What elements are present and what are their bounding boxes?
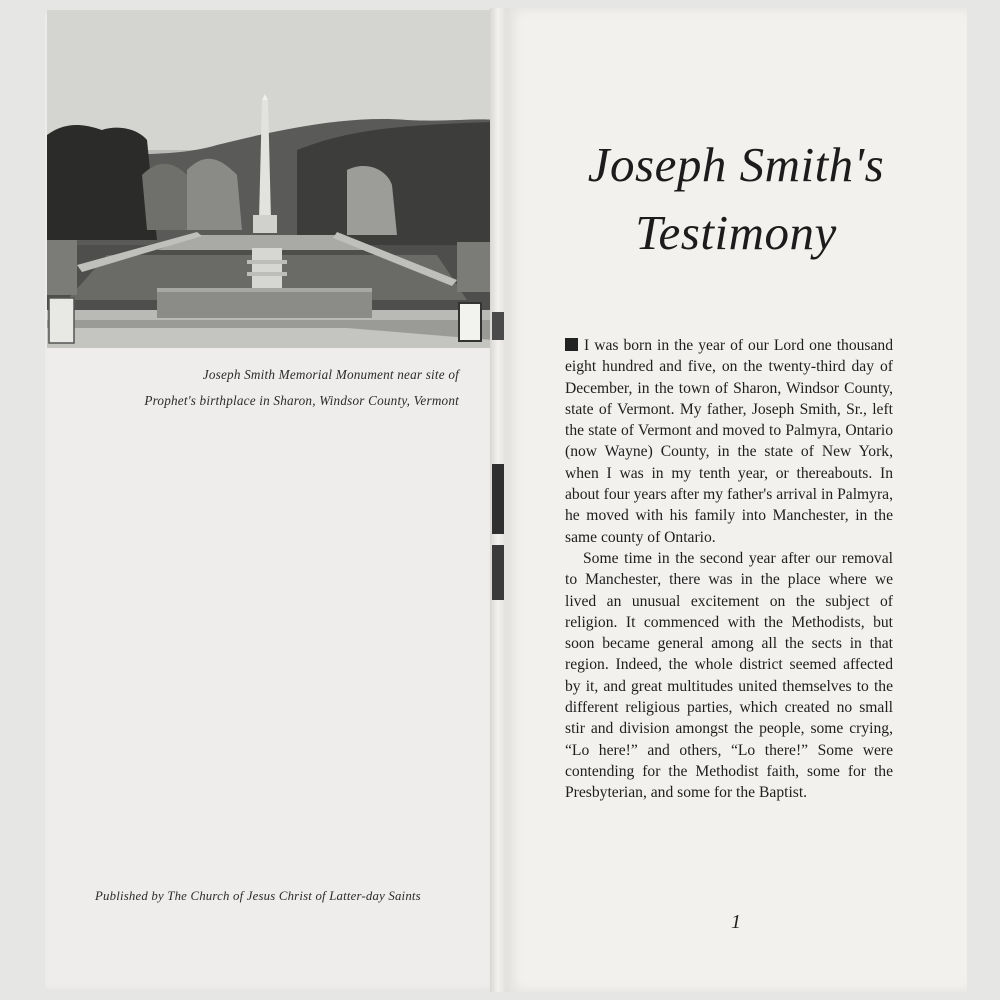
spine-shadow-strip [492, 464, 504, 534]
right-page [505, 8, 967, 992]
page-title-line-2: Testimony [635, 205, 837, 260]
paragraph-1-text: I was born in the year of our Lord one thousand eight hundred and five, on the twenty-third day of December, in the town of Sharon, Windsor County, state of Vermont. My father, Joseph Smith, Sr., left the state of Vermont and moved to Palmyra, Ontario (now Wayne) County, in the state of New York, when I was in my tenth year, or thereabouts. In about four years after my father's arrival in Palmyra, he moved with his family into Manchester, in the same county of Ontario. [565, 337, 893, 546]
photo-caption-line-2: Prophet's birthplace in Sharon, Windsor County, Vermont [144, 393, 459, 408]
page-title-line-1: Joseph Smith's [587, 137, 885, 192]
publisher-credit: Published by The Church of Jesus Christ of Latter-day Saints [95, 889, 421, 903]
paragraph-2: Some time in the second year after our removal to Manchester, there was in the place where we lived an unusual excitement on the subject of religion. It commenced with the Methodists, but soon became general among all the sects in that region. Indeed, the whole district seemed affected by it, and great multitudes united themselves to the different religious parties, which created no small stir and division amongst the people, some crying, “Lo here!” and others, “Lo there!” Some were contending for the Methodist faith, some for the Presbyterian, and some for the Baptist. [565, 549, 893, 802]
photo-caption-line-1: Joseph Smith Memorial Monument near site of [202, 367, 459, 382]
spine-shadow-strip [492, 545, 504, 600]
testimony-body [565, 335, 893, 804]
spine-shadow-strip [492, 312, 504, 340]
monument-photo [47, 10, 493, 348]
square-bullet-icon [565, 338, 578, 351]
left-page [45, 8, 502, 992]
monument-photo-illustration [47, 10, 493, 348]
page-number: 1 [731, 911, 741, 933]
paragraph-1 [565, 335, 893, 548]
